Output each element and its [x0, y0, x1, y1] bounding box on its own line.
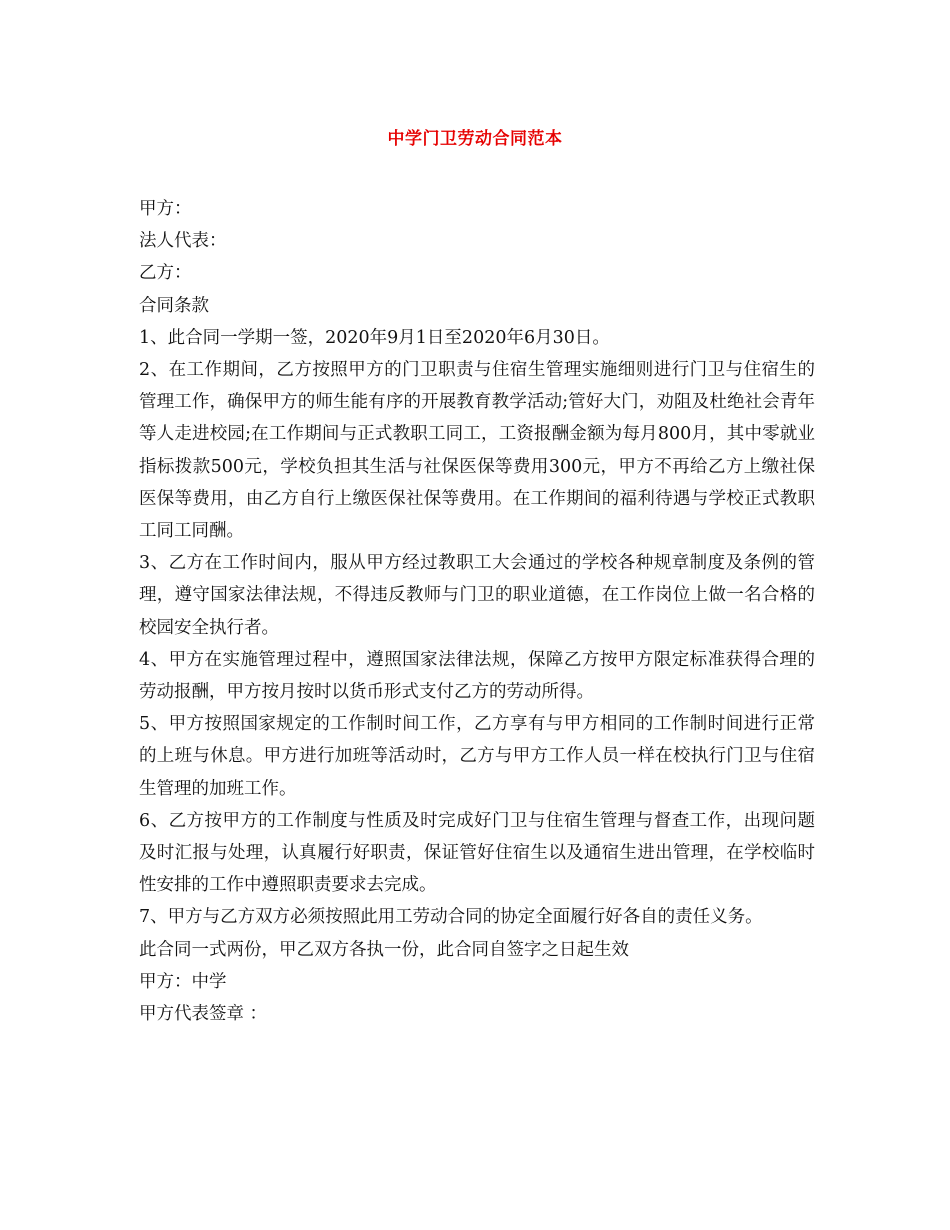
- clause-2: 2、在工作期间，乙方按照甲方的门卫职责与住宿生管理实施细则进行门卫与住宿生的管理工作，确保甲方的师生能有序的开展教育教学活动;管好大门，劝阻及杜绝社会青年等人走进校园;在工作期间与正式教职工同工，工资报酬金额为每月800月，其中零就业指标拨款500元，学校负担其生活与社保医保等费用300元，甲方不再给乙方上缴社保医保等费用，由乙方自行上缴医保社保等费用。在工作期间的福利待遇与学校正式教职工同工同酬。: [139, 360, 815, 542]
- copies-statement: 此合同一式两份，甲乙双方各执一份，此合同自签字之日起生效: [139, 939, 629, 960]
- legal-rep-line: 法人代表：: [139, 231, 227, 252]
- clause-7: 7、甲方与乙方双方必须按照此用工劳动合同的协定全面履行好各自的责任义务。: [139, 907, 763, 928]
- document-body: [139, 193, 815, 1030]
- document-title: 中学门卫劳动合同范本: [387, 129, 563, 149]
- clause-5: 5、甲方按照国家规定的工作制时间工作，乙方享有与甲方相同的工作制时间进行正常的上班与休息。甲方进行加班等活动时，乙方与甲方工作人员一样在校执行门卫与住宿生管理的加班工作。: [139, 714, 815, 799]
- party-b-line: 乙方：: [139, 263, 192, 284]
- clause-3: 3、乙方在工作时间内，服从甲方经过教职工大会通过的学校各种规章制度及条例的管理，遵守国家法律法规，不得违反教师与门卫的职业道德，在工作岗位上做一名合格的校园安全执行者。: [139, 553, 815, 638]
- party-a-rep-sign-line: 甲方代表签章 ：: [139, 1004, 268, 1025]
- party-a-line: 甲方：: [139, 199, 192, 219]
- clause-1: 1、此合同一学期一签，2020年9月1日至2020年6月30日。: [139, 327, 610, 348]
- terms-heading: 合同条款: [139, 295, 209, 316]
- clause-6: 6、乙方按甲方的工作制度与性质及时完成好门卫与住宿生管理与督查工作，出现问题及时汇报与处理，认真履行好职责，保证管好住宿生以及通宿生进出管理，在学校临时性安排的工作中遵照职责要求去完成。: [139, 810, 815, 896]
- clause-4: 4、甲方在实施管理过程中，遵照国家法律法规，保障乙方按甲方限定标准获得合理的劳动报酬，甲方按月按时以货币形式支付乙方的劳动所得。: [139, 649, 815, 703]
- party-a-signed-line: 甲方：中学: [139, 971, 227, 992]
